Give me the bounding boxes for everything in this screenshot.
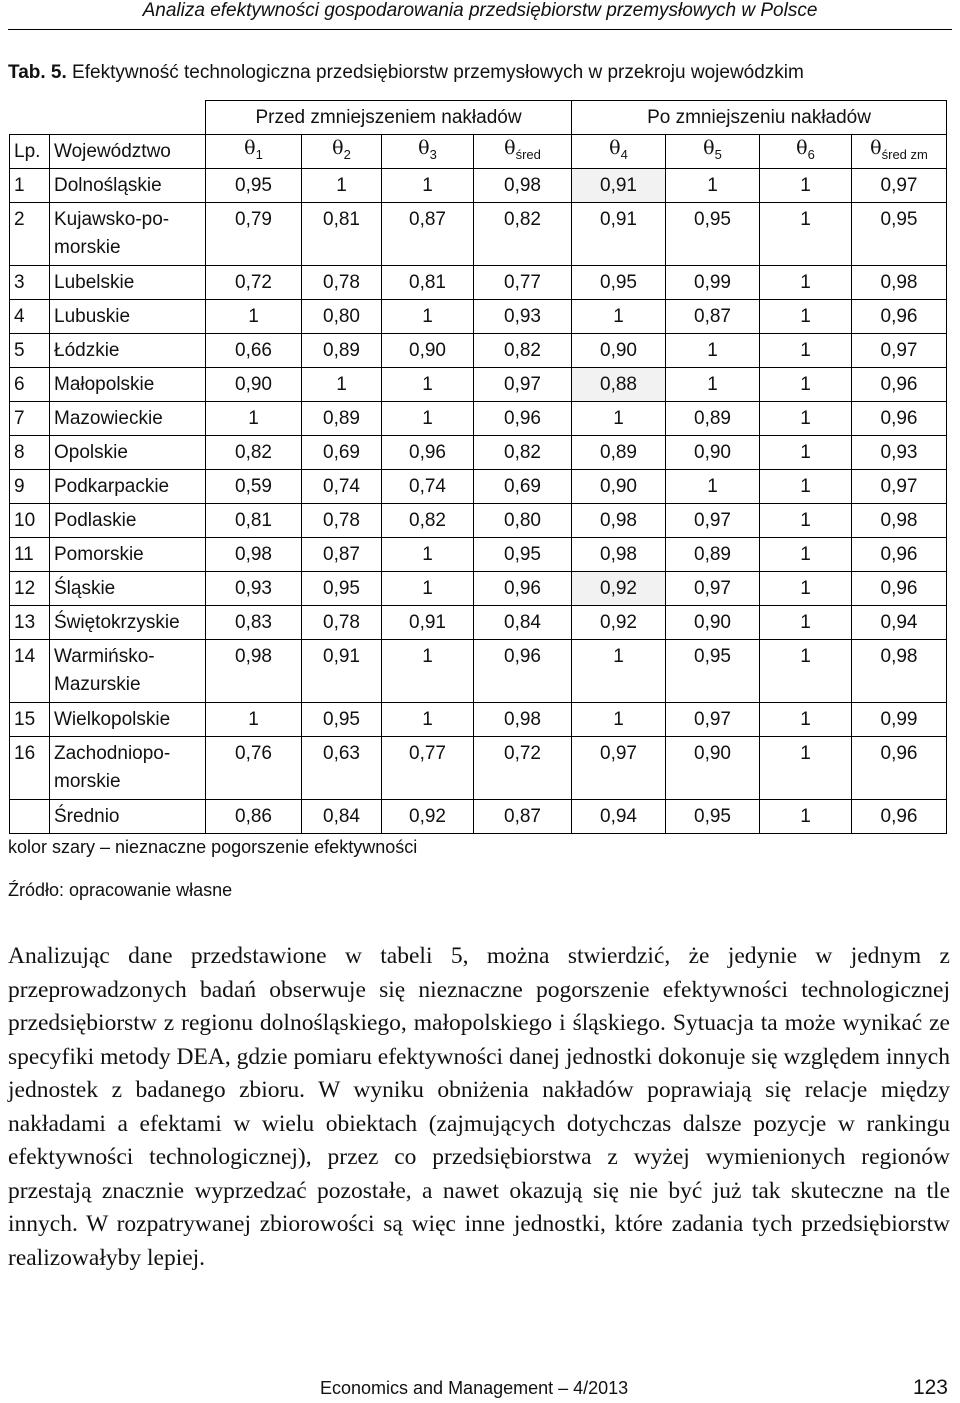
value-cell: 0,96 xyxy=(852,368,947,402)
region-name: Warmińsko- xyxy=(54,646,155,667)
value-cell: 0,69 xyxy=(302,436,382,470)
value-cell: 0,87 xyxy=(382,203,474,266)
table-body xyxy=(10,169,947,834)
row-wojewodztwo xyxy=(50,538,206,572)
value-cell: 0,72 xyxy=(206,266,302,300)
row-wojewodztwo xyxy=(50,703,206,737)
value-cell: 1 xyxy=(760,169,852,203)
value-cell: 0,89 xyxy=(302,334,382,368)
value-cell: 0,90 xyxy=(666,737,760,800)
value-cell: 0,78 xyxy=(302,266,382,300)
region-name: Podkarpackie xyxy=(54,475,170,497)
table-row xyxy=(10,703,947,737)
row-lp: 10 xyxy=(10,504,50,538)
theta-symbol: θ xyxy=(244,137,256,160)
value-cell: 0,97 xyxy=(572,737,666,800)
value-cell: 0,92 xyxy=(572,572,666,606)
value-cell: 0,96 xyxy=(474,572,572,606)
value-cell: 0,96 xyxy=(852,300,947,334)
group-before: Przed zmniejszeniem nakładów xyxy=(206,101,572,135)
theta-subscript: 5 xyxy=(714,146,722,162)
value-cell: 0,66 xyxy=(206,334,302,368)
value-cell: 0,89 xyxy=(302,402,382,436)
region-name: Kujawsko-po- xyxy=(54,209,170,230)
value-cell: 0,72 xyxy=(474,737,572,800)
row-lp: 13 xyxy=(10,606,50,640)
value-cell: 0,81 xyxy=(382,266,474,300)
value-cell: 0,81 xyxy=(302,203,382,266)
value-cell: 1 xyxy=(572,402,666,436)
value-cell: 0,95 xyxy=(474,538,572,572)
region-name: Świętokrzyskie xyxy=(54,611,180,633)
value-cell: 0,96 xyxy=(852,538,947,572)
col-theta-3 xyxy=(382,135,474,169)
row-lp: 2 xyxy=(10,203,50,266)
table-row xyxy=(10,368,947,402)
col-theta-4 xyxy=(474,135,572,169)
table-row xyxy=(10,504,947,538)
row-lp: 16 xyxy=(10,737,50,800)
value-cell: 0,96 xyxy=(852,737,947,800)
value-cell: 0,82 xyxy=(474,334,572,368)
region-name: Małopolskie xyxy=(54,373,155,395)
value-cell: 1 xyxy=(666,334,760,368)
value-cell: 0,59 xyxy=(206,470,302,504)
value-cell: 1 xyxy=(760,402,852,436)
value-cell: 1 xyxy=(760,266,852,300)
value-cell: 0,82 xyxy=(382,504,474,538)
value-cell: 1 xyxy=(302,169,382,203)
region-name: Lubelskie xyxy=(54,271,135,293)
value-cell: 0,82 xyxy=(474,203,572,266)
row-wojewodztwo xyxy=(50,368,206,402)
value-cell: 0,99 xyxy=(666,266,760,300)
value-cell: 1 xyxy=(760,300,852,334)
page-number: 123 xyxy=(912,1376,948,1399)
value-cell: 1 xyxy=(302,368,382,402)
value-cell: 0,98 xyxy=(572,504,666,538)
value-cell: 1 xyxy=(760,203,852,266)
value-cell: 0,97 xyxy=(666,572,760,606)
column-header-row xyxy=(10,135,947,169)
value-cell: 0,87 xyxy=(666,300,760,334)
theta-subscript: śred zm xyxy=(881,146,928,162)
value-cell: 0,93 xyxy=(852,436,947,470)
value-cell: 1 xyxy=(760,504,852,538)
col-theta-5 xyxy=(572,135,666,169)
value-cell: 1 xyxy=(382,703,474,737)
value-cell: 1 xyxy=(666,470,760,504)
value-cell: 1 xyxy=(760,703,852,737)
region-name: Łódzkie xyxy=(54,339,120,361)
row-wojewodztwo xyxy=(50,470,206,504)
table-row xyxy=(10,538,947,572)
source-note: Źródło: opracowanie własne xyxy=(8,880,233,900)
table-row xyxy=(10,572,947,606)
value-cell: 0,97 xyxy=(474,368,572,402)
value-cell: 0,77 xyxy=(382,737,474,800)
table-row xyxy=(10,606,947,640)
value-cell: 0,95 xyxy=(666,800,760,834)
region-name: Śląskie xyxy=(54,577,116,599)
value-cell: 1 xyxy=(382,572,474,606)
theta-subscript: 4 xyxy=(620,146,628,162)
value-cell: 0,90 xyxy=(382,334,474,368)
row-lp: 12 xyxy=(10,572,50,606)
value-cell: 1 xyxy=(206,402,302,436)
theta-symbol: θ xyxy=(418,137,430,160)
value-cell: 0,97 xyxy=(666,703,760,737)
row-wojewodztwo xyxy=(50,737,206,800)
theta-symbol: θ xyxy=(796,137,808,160)
theta-subscript: 3 xyxy=(429,146,437,162)
value-cell: 1 xyxy=(382,169,474,203)
value-cell: 0,89 xyxy=(572,436,666,470)
value-cell: 0,89 xyxy=(666,538,760,572)
value-cell: 0,96 xyxy=(474,402,572,436)
value-cell: 0,91 xyxy=(572,169,666,203)
col-theta-2 xyxy=(302,135,382,169)
value-cell: 0,98 xyxy=(852,504,947,538)
value-cell: 0,88 xyxy=(572,368,666,402)
value-cell: 0,97 xyxy=(852,169,947,203)
table-row xyxy=(10,800,947,834)
value-cell: 0,87 xyxy=(474,800,572,834)
table-row xyxy=(10,300,947,334)
value-cell: 0,98 xyxy=(852,640,947,703)
row-lp: 15 xyxy=(10,703,50,737)
region-name: Opolskie xyxy=(54,441,128,463)
region-name: Podlaskie xyxy=(54,509,137,531)
row-lp: 3 xyxy=(10,266,50,300)
value-cell: 0,90 xyxy=(206,368,302,402)
value-cell: 0,98 xyxy=(474,169,572,203)
value-cell: 0,99 xyxy=(852,703,947,737)
value-cell: 1 xyxy=(760,436,852,470)
gray-note: kolor szary – nieznaczne pogorszenie efektywności xyxy=(8,837,418,857)
value-cell: 1 xyxy=(382,368,474,402)
value-cell: 0,84 xyxy=(302,800,382,834)
row-wojewodztwo xyxy=(50,300,206,334)
value-cell: 0,98 xyxy=(852,266,947,300)
row-lp: 11 xyxy=(10,538,50,572)
value-cell: 0,95 xyxy=(302,572,382,606)
row-lp: 4 xyxy=(10,300,50,334)
value-cell: 0,98 xyxy=(206,538,302,572)
theta-symbol: θ xyxy=(609,137,621,160)
value-cell: 0,97 xyxy=(852,334,947,368)
value-cell: 0,96 xyxy=(852,800,947,834)
value-cell: 1 xyxy=(760,606,852,640)
value-cell: 1 xyxy=(760,640,852,703)
value-cell: 0,81 xyxy=(206,504,302,538)
value-cell: 0,96 xyxy=(474,640,572,703)
efficiency-table xyxy=(9,100,947,834)
row-lp: 1 xyxy=(10,169,50,203)
value-cell: 0,80 xyxy=(474,504,572,538)
value-cell: 0,78 xyxy=(302,504,382,538)
value-cell: 0,84 xyxy=(474,606,572,640)
region-name: Dolnośląskie xyxy=(54,174,162,196)
value-cell: 0,97 xyxy=(666,504,760,538)
value-cell: 0,97 xyxy=(852,470,947,504)
table-row xyxy=(10,203,947,266)
value-cell: 1 xyxy=(382,640,474,703)
value-cell: 0,91 xyxy=(382,606,474,640)
theta-subscript: 1 xyxy=(255,146,263,162)
row-wojewodztwo xyxy=(50,266,206,300)
value-cell: 0,83 xyxy=(206,606,302,640)
value-cell: 0,82 xyxy=(206,436,302,470)
value-cell: 0,87 xyxy=(302,538,382,572)
value-cell: 1 xyxy=(382,402,474,436)
value-cell: 0,93 xyxy=(206,572,302,606)
value-cell: 0,96 xyxy=(382,436,474,470)
value-cell: 0,95 xyxy=(852,203,947,266)
value-cell: 0,80 xyxy=(302,300,382,334)
value-cell: 1 xyxy=(760,737,852,800)
col-theta-7 xyxy=(760,135,852,169)
value-cell: 0,74 xyxy=(302,470,382,504)
table-row xyxy=(10,334,947,368)
theta-symbol: θ xyxy=(504,137,516,160)
footer-journal: Economics and Management – 4/2013 xyxy=(320,1378,629,1398)
col-theta-6 xyxy=(666,135,760,169)
value-cell: 0,86 xyxy=(206,800,302,834)
region-name: Wielkopolskie xyxy=(54,708,171,730)
region-name: Zachodniopo- xyxy=(54,743,171,764)
value-cell: 1 xyxy=(760,800,852,834)
theta-subscript: 6 xyxy=(807,146,815,162)
row-lp: 8 xyxy=(10,436,50,470)
col-theta-8 xyxy=(852,135,947,169)
col-theta-1 xyxy=(206,135,302,169)
theta-symbol: θ xyxy=(332,137,344,160)
row-wojewodztwo xyxy=(50,572,206,606)
region-name-cont: Mazurskie xyxy=(54,674,141,695)
value-cell: 0,95 xyxy=(302,703,382,737)
value-cell: 1 xyxy=(760,538,852,572)
theta-symbol: θ xyxy=(870,137,882,160)
group-header-row xyxy=(10,101,947,135)
value-cell: 0,91 xyxy=(572,203,666,266)
value-cell: 0,95 xyxy=(666,640,760,703)
value-cell: 0,96 xyxy=(852,572,947,606)
value-cell: 0,94 xyxy=(572,800,666,834)
value-cell: 1 xyxy=(206,703,302,737)
table-row xyxy=(10,640,947,703)
value-cell: 0,90 xyxy=(572,334,666,368)
row-wojewodztwo xyxy=(50,504,206,538)
region-name-cont: morskie xyxy=(54,237,121,258)
region-name: Pomorskie xyxy=(54,543,144,565)
value-cell: 0,92 xyxy=(572,606,666,640)
value-cell: 1 xyxy=(760,368,852,402)
value-cell: 0,92 xyxy=(382,800,474,834)
value-cell: 1 xyxy=(206,300,302,334)
theta-subscript: śred xyxy=(515,146,541,162)
value-cell: 0,98 xyxy=(572,538,666,572)
value-cell: 1 xyxy=(666,368,760,402)
value-cell: 0,94 xyxy=(852,606,947,640)
value-cell: 0,95 xyxy=(666,203,760,266)
value-cell: 0,95 xyxy=(206,169,302,203)
value-cell: 0,74 xyxy=(382,470,474,504)
table-row xyxy=(10,737,947,800)
value-cell: 0,90 xyxy=(666,436,760,470)
table-row xyxy=(10,402,947,436)
table-row xyxy=(10,470,947,504)
row-wojewodztwo xyxy=(50,436,206,470)
value-cell: 1 xyxy=(666,169,760,203)
value-cell: 1 xyxy=(572,300,666,334)
value-cell: 0,96 xyxy=(852,402,947,436)
region-name: Lubuskie xyxy=(54,305,131,327)
row-lp: 9 xyxy=(10,470,50,504)
table-row xyxy=(10,169,947,203)
value-cell: 1 xyxy=(572,703,666,737)
value-cell: 0,91 xyxy=(302,640,382,703)
table-row xyxy=(10,266,947,300)
value-cell: 1 xyxy=(760,572,852,606)
table-number: Tab. 5. xyxy=(8,62,67,83)
group-after: Po zmniejszeniu nakładów xyxy=(572,101,947,135)
body-paragraph: Analizując dane przedstawione w tabeli 5, można stwierdzić, że jedynie w jednym z przeprowadzonych badań obserwuje się nieznaczne pogorszenie efektywności technologicznej przedsiębiorstw z regionu dolnośląskiego, małopolskiego i śląskiego. Sytuacja ta może wynikać ze specyfiki metody DEA, gdzie pomiaru efektywności danej jednostki dokonuje się względem innych jednostek z badanego zbioru. W wyniku obniżenia nakładów poprawiają się relacje między nakładami a efektami w wielu obiektach (zajmujących dotychczas dalsze pozycje w rankingu efektywności technologicznej), przez co przedsiębiorstwa z wyżej wymienionych regionów przestają znacznie wyprzedzać pozostałe, a nawet okazują się nie być już tak skuteczne na tle innych. W rozpatrywanej zbiorowości są więc inne jednostki, które zadania tych przedsiębiorstw realizowałyby lepiej. xyxy=(8,943,950,1271)
value-cell: 0,77 xyxy=(474,266,572,300)
row-wojewodztwo xyxy=(50,169,206,203)
value-cell: 0,98 xyxy=(474,703,572,737)
row-wojewodztwo xyxy=(50,334,206,368)
table-title xyxy=(8,62,804,84)
value-cell: 1 xyxy=(572,640,666,703)
row-lp xyxy=(10,800,50,834)
row-wojewodztwo xyxy=(50,640,206,703)
value-cell: 0,63 xyxy=(302,737,382,800)
theta-symbol: θ xyxy=(703,137,715,160)
value-cell: 1 xyxy=(760,470,852,504)
row-wojewodztwo xyxy=(50,800,206,834)
region-name-cont: morskie xyxy=(54,771,121,792)
col-wojewodztwo: Województwo xyxy=(50,135,206,169)
row-wojewodztwo xyxy=(50,203,206,266)
region-name: Mazowieckie xyxy=(54,407,163,429)
value-cell: 0,69 xyxy=(474,470,572,504)
header-rule xyxy=(8,29,952,30)
value-cell: 0,82 xyxy=(474,436,572,470)
value-cell: 0,90 xyxy=(572,470,666,504)
region-name: Średnio xyxy=(54,805,120,827)
value-cell: 0,98 xyxy=(206,640,302,703)
value-cell: 1 xyxy=(760,334,852,368)
value-cell: 1 xyxy=(382,300,474,334)
value-cell: 0,89 xyxy=(666,402,760,436)
value-cell: 0,76 xyxy=(206,737,302,800)
theta-subscript: 2 xyxy=(343,146,351,162)
running-header: Analiza efektywności gospodarowania przedsiębiorstw przemysłowych w Polsce xyxy=(142,0,818,21)
row-wojewodztwo xyxy=(50,606,206,640)
col-lp: Lp. xyxy=(10,135,50,169)
value-cell: 0,90 xyxy=(666,606,760,640)
row-lp: 7 xyxy=(10,402,50,436)
row-wojewodztwo xyxy=(50,402,206,436)
row-lp: 5 xyxy=(10,334,50,368)
value-cell: 0,95 xyxy=(572,266,666,300)
table-caption: Efektywność technologiczna przedsiębiorstw przemysłowych w przekroju wojewódzkim xyxy=(66,62,804,83)
value-cell: 1 xyxy=(382,538,474,572)
row-lp: 6 xyxy=(10,368,50,402)
table-row xyxy=(10,436,947,470)
value-cell: 0,79 xyxy=(206,203,302,266)
value-cell: 0,78 xyxy=(302,606,382,640)
value-cell: 0,93 xyxy=(474,300,572,334)
row-lp: 14 xyxy=(10,640,50,703)
